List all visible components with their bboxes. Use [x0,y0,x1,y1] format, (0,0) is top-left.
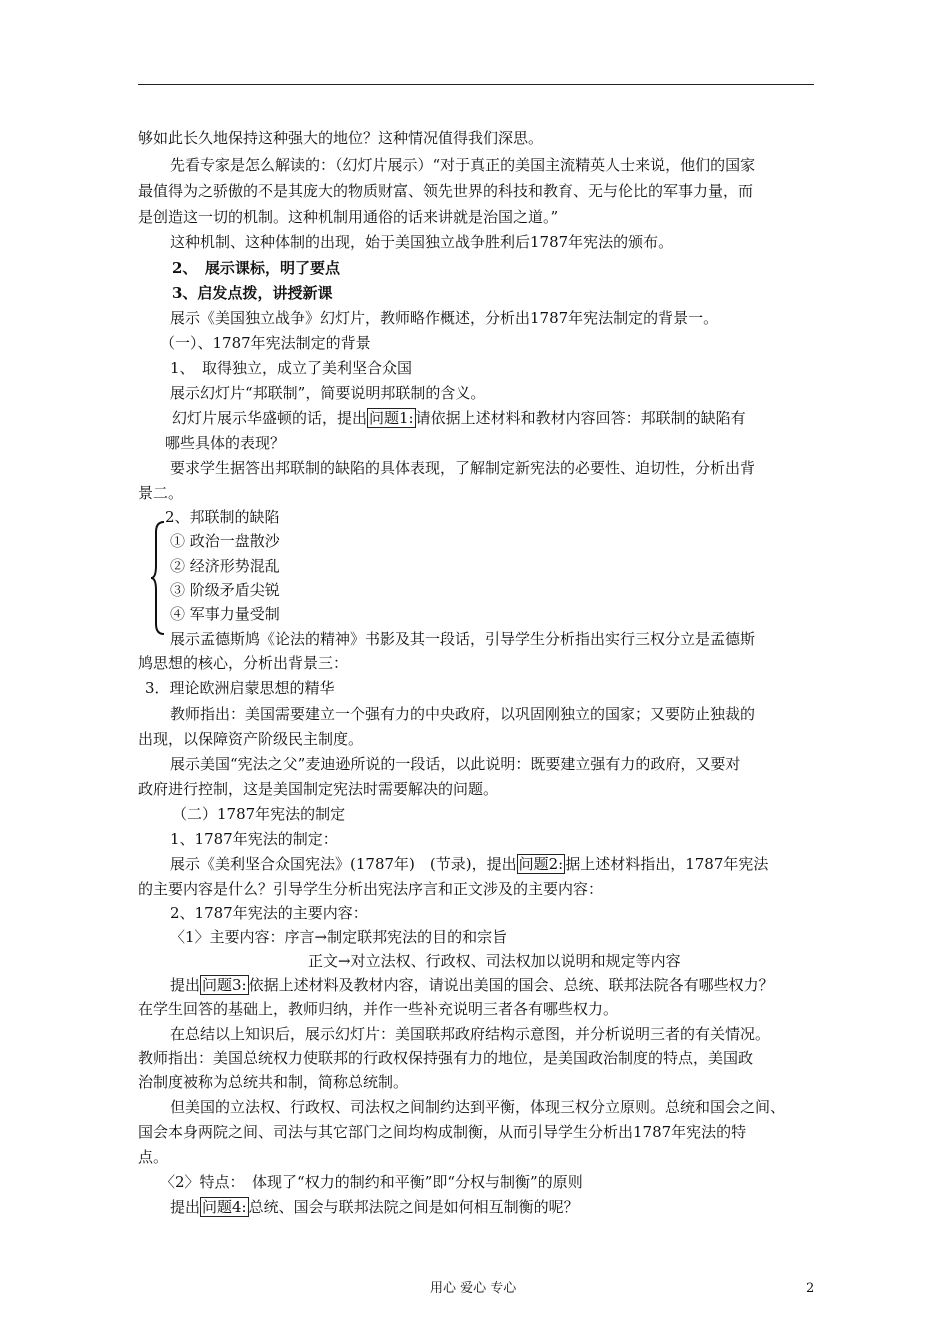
list-item: 正文→对立法权、行政权、司法权加以说明和规定等内容 [308,952,681,970]
subsection-heading: （二）1787年宪法的制定 [172,805,346,823]
list-item: 1、 取得独立，成立了美利坚合众国 [170,359,413,377]
paragraph-line [170,975,774,995]
list-item: 〈2〉特点： 体现了“权力的制约和平衡”即“分权与制衡”的原则 [160,1173,583,1191]
list-item: ④ 军事力量受制 [170,605,280,623]
paragraph-line: 是创造这一切的机制。这种机制用通俗的话来讲就是治国之道。” [138,208,559,226]
paragraph-line: 但美国的立法权、行政权、司法权之间制约达到平衡，体现三权分立原则。总统和国会之间、 [170,1098,786,1116]
paragraph-line: 国会本身两院之间、司法与其它部门之间均构成制衡，从而引导学生分析出1787年宪法的特 [138,1123,747,1141]
section-heading: 3、启发点拨，讲授新课 [172,284,333,302]
paragraph-line: 要求学生据答出邦联制的缺陷的具体表现，了解制定新宪法的必要性、迫切性，分析出背 [170,459,756,477]
list-item: ③ 阶级矛盾尖锐 [170,581,280,599]
paragraph-line: 政府进行控制，这是美国制定宪法时需要解决的问题。 [138,780,499,798]
paragraph-line: 点。 [138,1148,169,1166]
line-text: 请依据上述材料和教材内容回答：邦联制的缺陷有 [415,409,746,427]
paragraph-line: 先看专家是怎么解读的：（幻灯片展示）“对于真正的美国主流精英人士来说，他们的国家 [170,156,756,174]
list-item: ② 经济形势混乱 [170,557,280,575]
paragraph-line: 教师指出：美国总统权力使联邦的行政权保持强有力的地位，是美国政治制度的特点，美国政 [138,1049,754,1067]
question-box: 问题4: [202,1198,247,1216]
paragraph-line [170,854,768,874]
section-heading: 2、 展示课标，明了要点 [172,259,340,277]
list-item: 〈1〉主要内容：序言→制定联邦宪法的目的和宗旨 [170,928,508,946]
list-item: 3．理论欧洲启蒙思想的精华 [145,679,335,697]
paragraph-line: 展示孟德斯鸠《论法的精神》书影及其一段话，引导学生分析指出实行三权分立是孟德斯 [170,630,756,648]
paragraph-line: 教师指出：美国需要建立一个强有力的中央政府，以巩固刚独立的国家；又要防止独裁的 [170,705,756,723]
question-box: 问题2: [518,855,564,873]
paragraph-line: 景二。 [138,484,184,502]
line-text: 展示《美利坚合众国宪法》(1787年) (节录)，提出 [170,855,517,873]
list-item: 2、邦联制的缺陷 [165,508,280,526]
list-item: ① 政治一盘散沙 [170,532,280,550]
paragraph-line: 这种机制、这种体制的出现，始于美国独立战争胜利后1787年宪法的颁布。 [170,233,674,251]
line-text: 依据上述材料及教材内容，请说出美国的国会、总统、联邦法院各有哪些权力？ [248,976,774,994]
paragraph-line: 展示《美国独立战争》幻灯片，教师略作概述，分析出1787年宪法制定的背景一。 [170,309,719,327]
paragraph-line: 最值得为之骄傲的不是其庞大的物质财富、领先世界的科技和教育、无与伦比的军事力量，而 [138,182,754,200]
paragraph-line: 的主要内容是什么？引导学生分析出宪法序言和正文涉及的主要内容： [138,880,604,898]
list-item: 2、1787年宪法的主要内容： [170,904,368,922]
paragraph-line: 出现，以保障资产阶级民主制度。 [138,730,364,748]
paragraph-line: 治制度被称为总统共和制，简称总统制。 [138,1073,409,1091]
curly-brace-icon [150,520,166,636]
paragraph-line: 够如此长久地保持这种强大的地位？这种情况值得我们深思。 [138,129,544,147]
line-text: 幻灯片展示华盛顿的话，提出 [172,409,368,427]
line-text: 据上述材料指出，1787年宪法 [565,855,769,873]
question-box: 问题3: [202,976,247,994]
paragraph-line [170,1197,579,1217]
subsection-heading: （一）、1787年宪法制定的背景 [160,334,371,352]
paragraph-line [172,408,746,428]
paragraph-line: 展示美国“宪法之父”麦迪逊所说的一段话，以此说明：既要建立强有力的政府，又要对 [170,755,741,773]
paragraph-line: 展示幻灯片“邦联制”，简要说明邦联制的含义。 [170,384,486,402]
paragraph-line: 在总结以上知识后，展示幻灯片：美国联邦政府结构示意图，并分析说明三者的有关情况。 [170,1025,771,1043]
list-item: 1、1787年宪法的制定： [170,830,338,848]
header-rule [138,84,814,85]
paragraph-line: 鸠思想的核心，分析出背景三： [138,654,349,672]
line-text: 总统、国会与联邦法院之间是如何相互制衡的呢？ [248,1198,579,1216]
paragraph-line: 哪些具体的表现？ [165,434,286,452]
line-text: 提出 [170,1198,201,1216]
paragraph-line: 在学生回答的基础上，教师归纳，并作一些补充说明三者各有哪些权力。 [138,1000,619,1018]
question-box: 问题1: [369,409,414,427]
line-text: 提出 [170,976,201,994]
page-number: 2 [806,1281,815,1296]
footer-motto: 用心 爱心 专心 [430,1281,517,1296]
